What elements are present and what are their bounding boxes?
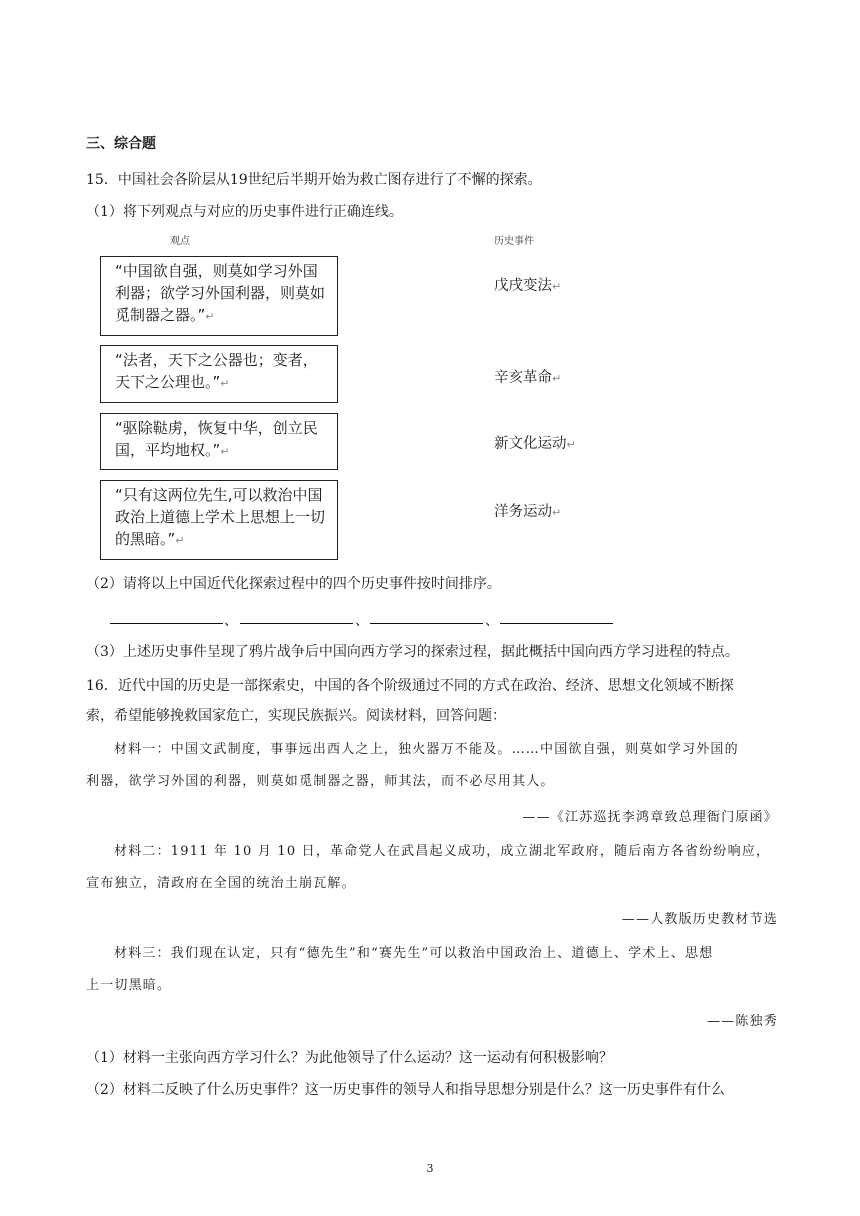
event-item — [494, 274, 561, 295]
q15-stem: 15．中国社会各阶层从19世纪后半期开始为救亡图存进行了不懈的探索。 — [86, 172, 542, 188]
material-2-source: ——人教版历史教材节选 — [621, 912, 778, 927]
q15-part1: （1）将下列观点与对应的历史事件进行正确连线。 — [86, 204, 403, 220]
q16-stem-line2: 索，希望能够挽救国家危亡，实现民族振兴。阅读材料，回答问题： — [86, 708, 506, 724]
viewpoint-text: “驱除鞑虏，恢复中华，创立民国，平均地权。” — [115, 419, 318, 459]
viewpoint-text: “只有这两位先生,可以救治中国政治上道德上学术上思想上一切的黑暗。” — [115, 486, 326, 548]
event-label: 新文化运动 — [494, 436, 567, 452]
material-3-line1: 材料三：我们现在认定，只有“德先生”和“赛先生”可以救治中国政治上、道德上、学术上、思想 — [114, 946, 714, 961]
q16-sub2: （2）材料二反映了什么历史事件？这一历史事件的领导人和指导思想分别是什么？这一历史事件有什么 — [86, 1082, 725, 1098]
column-header-event: 历史事件 — [494, 236, 534, 247]
viewpoint-box-3 — [100, 413, 338, 470]
event-label: 戊戌变法 — [494, 278, 552, 294]
paragraph-mark-icon: ↵ — [552, 506, 562, 519]
event-label: 辛亥革命 — [494, 370, 552, 386]
event-label: 洋务运动 — [494, 504, 552, 520]
paragraph-mark-icon: ↵ — [566, 438, 576, 451]
paragraph-mark-icon: ↵ — [205, 310, 215, 323]
page-number: 3 — [426, 1162, 434, 1175]
material-2-line1: 材料二：1911 年 10 月 10 日，革命党人在武昌起义成功，成立湖北军政府，随后南方各省纷纷响应， — [114, 844, 771, 859]
viewpoint-text: “中国欲自强，则莫如学习外国利器；欲学习外国利器，则莫如觅制器之器。” — [115, 262, 326, 324]
section-title: 三、综合题 — [86, 136, 156, 152]
material-3-line2: 上一切黑暗。 — [86, 978, 172, 993]
answer-blank[interactable] — [240, 622, 353, 624]
material-3-source: ——陈独秀 — [706, 1014, 778, 1029]
q16-sub1: （1）材料一主张向西方学习什么？为此他领导了什么运动？这一运动有何积极影响？ — [86, 1050, 613, 1066]
viewpoint-box-4 — [100, 480, 338, 560]
paragraph-mark-icon: ↵ — [220, 445, 230, 458]
q15-part2: （2）请将以上中国近代化探索过程中的四个历史事件按时间排序。 — [86, 576, 501, 592]
paragraph-mark-icon: ↵ — [175, 534, 185, 547]
answer-blank[interactable] — [370, 622, 483, 624]
material-1-line2: 利器，欲学习外国的利器，则莫如觅制器之器，师其法，而不必尽用其人。 — [86, 774, 555, 789]
material-2-line2: 宣布独立，清政府在全国的统治土崩瓦解。 — [86, 876, 356, 891]
column-header-viewpoint: 观点 — [170, 236, 190, 247]
event-item — [494, 500, 561, 521]
paragraph-mark-icon: ↵ — [552, 372, 562, 385]
q16-stem-line1: 16．近代中国的历史是一部探索史，中国的各个阶级通过不同的方式在政治、经济、思想文化领域不断探 — [86, 678, 734, 694]
paragraph-mark-icon: ↵ — [220, 377, 230, 390]
separator: 、 — [485, 613, 499, 629]
viewpoint-box-1 — [100, 256, 338, 336]
material-1-source: ——《江苏巡抚李鸿章致总理衙门原函》 — [522, 810, 778, 825]
answer-blank[interactable] — [500, 622, 613, 624]
material-1-line1: 材料一：中国文武制度，事事远出西人之上，独火器万不能及。……中国欲自强，则莫如学习外国的 — [114, 742, 739, 757]
separator: 、 — [355, 613, 369, 629]
q15-part3: （3）上述历史事件呈现了鸦片战争后中国向西方学习的探索过程，据此概括中国向西方学习进程的特点。 — [86, 644, 739, 660]
event-item — [494, 366, 561, 387]
event-item — [494, 432, 576, 453]
answer-blank[interactable] — [110, 622, 223, 624]
paragraph-mark-icon: ↵ — [552, 280, 562, 293]
viewpoint-text: “法者，天下之公器也；变者，天下之公理也。” — [115, 351, 318, 391]
separator: 、 — [224, 613, 238, 629]
viewpoint-box-2 — [100, 345, 338, 403]
